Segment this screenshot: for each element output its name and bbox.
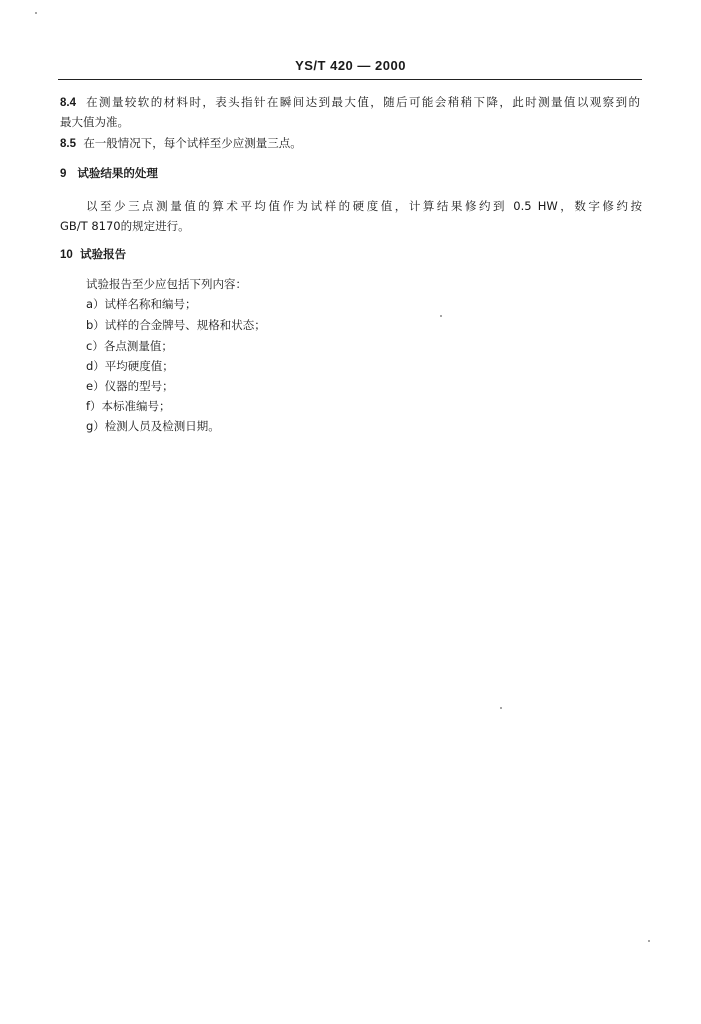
section-10-heading: [60, 247, 126, 262]
report-item-d: d）平均硬度值；: [86, 359, 174, 373]
section-9-line2: GB/T 8170的规定进行。: [60, 219, 190, 233]
clause-8-5-number: 8.5: [60, 138, 76, 150]
report-item-b: b）试样的合金牌号、规格和状态；: [86, 318, 266, 332]
standard-code-header: YS/T 420 — 2000: [295, 58, 406, 73]
section-9-number: 9: [60, 168, 67, 180]
clause-8-5-text: 在一般情况下，每个试样至少应测量三点。: [83, 136, 302, 150]
report-item-f: f）本标准编号；: [86, 399, 171, 413]
clause-8-4-text: 在测量较软的材料时，表头指针在瞬间达到最大值，随后可能会稍稍下降，此时测量值以观察到的: [86, 95, 640, 109]
scan-speck: [500, 707, 502, 709]
section-9-line1: 以至少三点测量值的算术平均值作为试样的硬度值，计算结果修约到 0.5 HW，数字修约按: [86, 199, 642, 213]
section-10-intro: 试验报告至少应包括下列内容：: [86, 277, 247, 291]
clause-8-4-number: 8.4: [60, 97, 76, 109]
section-9-heading: [60, 166, 158, 181]
scan-speck: [440, 315, 442, 317]
scan-speck: [648, 940, 650, 942]
section-9-title: 试验结果的处理: [77, 166, 158, 180]
header-rule: [58, 79, 642, 80]
report-item-g: g）检测人员及检测日期。: [86, 419, 220, 433]
section-10-number: 10: [60, 249, 73, 261]
report-item-a: a）试样名称和编号；: [86, 297, 197, 311]
clause-8-4-line1: [60, 95, 640, 110]
report-item-c: c）各点测量值；: [86, 339, 173, 353]
section-10-title: 试验报告: [80, 247, 127, 261]
clause-8-5: [60, 136, 302, 151]
scan-speck: [35, 12, 37, 14]
clause-8-4-line2: 最大值为准。: [60, 115, 129, 129]
report-item-e: e）仪器的型号；: [86, 379, 174, 393]
